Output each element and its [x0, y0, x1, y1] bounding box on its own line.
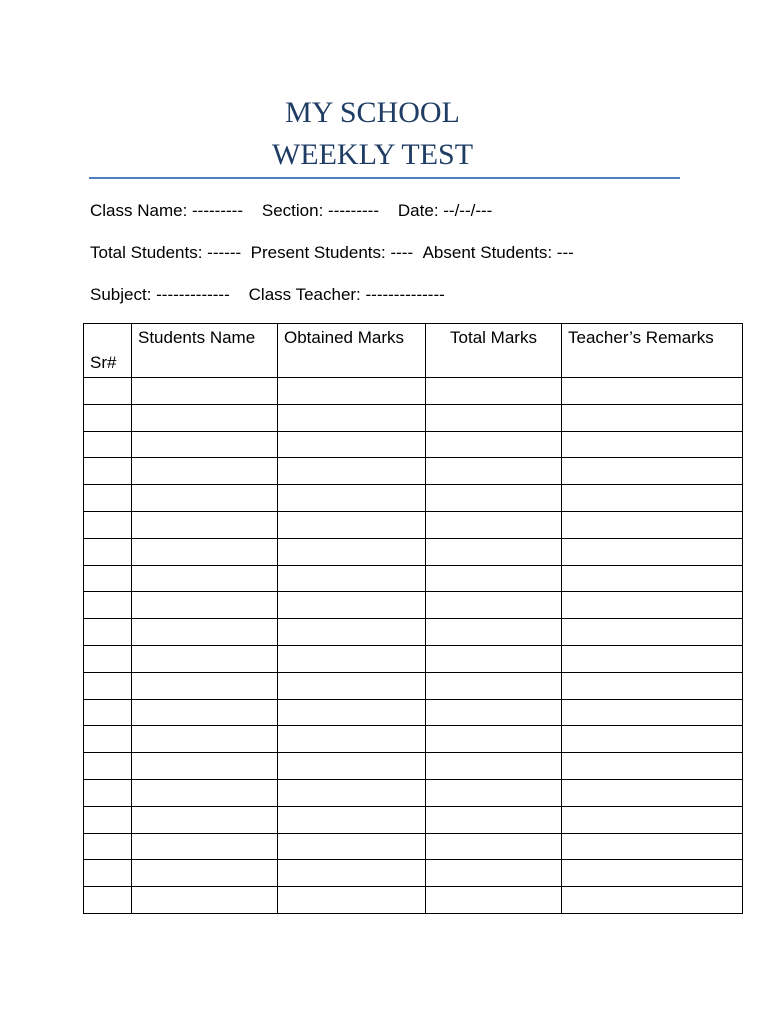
table-row	[84, 485, 743, 512]
table-row	[84, 511, 743, 538]
cell-total-marks[interactable]	[426, 565, 562, 592]
table-row	[84, 404, 743, 431]
cell-obtained-marks[interactable]	[278, 404, 426, 431]
cell-obtained-marks[interactable]	[278, 860, 426, 887]
cell-total-marks[interactable]	[426, 860, 562, 887]
absent-students-field: Absent Students: ---	[422, 243, 574, 262]
cell-obtained-marks[interactable]	[278, 806, 426, 833]
cell-obtained-marks[interactable]	[278, 485, 426, 512]
cell-teacher-remarks[interactable]	[562, 860, 743, 887]
column-header-teacher-remarks: Teacher’s Remarks	[562, 324, 743, 378]
cell-teacher-remarks[interactable]	[562, 753, 743, 780]
table-row	[84, 538, 743, 565]
cell-obtained-marks[interactable]	[278, 565, 426, 592]
cell-sr[interactable]	[84, 431, 132, 458]
cell-teacher-remarks[interactable]	[562, 645, 743, 672]
column-header-obtained-marks: Obtained Marks	[278, 324, 426, 378]
cell-obtained-marks[interactable]	[278, 592, 426, 619]
cell-sr[interactable]	[84, 833, 132, 860]
cell-total-marks[interactable]	[426, 645, 562, 672]
cell-sr[interactable]	[84, 565, 132, 592]
cell-teacher-remarks[interactable]	[562, 485, 743, 512]
cell-teacher-remarks[interactable]	[562, 538, 743, 565]
cell-total-marks[interactable]	[426, 485, 562, 512]
cell-obtained-marks[interactable]	[278, 538, 426, 565]
cell-student-name[interactable]	[132, 726, 278, 753]
cell-teacher-remarks[interactable]	[562, 458, 743, 485]
cell-teacher-remarks[interactable]	[562, 887, 743, 914]
table-row	[84, 458, 743, 485]
cell-student-name[interactable]	[132, 538, 278, 565]
cell-teacher-remarks[interactable]	[562, 619, 743, 646]
cell-total-marks[interactable]	[426, 511, 562, 538]
cell-total-marks[interactable]	[426, 431, 562, 458]
cell-obtained-marks[interactable]	[278, 672, 426, 699]
cell-teacher-remarks[interactable]	[562, 726, 743, 753]
cell-teacher-remarks[interactable]	[562, 404, 743, 431]
present-students-field: Present Students: ----	[250, 243, 414, 262]
subject-field: Subject: -------------	[90, 285, 230, 304]
school-name: MY SCHOOL	[285, 96, 460, 129]
cell-obtained-marks[interactable]	[278, 753, 426, 780]
cell-obtained-marks[interactable]	[278, 699, 426, 726]
cell-obtained-marks[interactable]	[278, 511, 426, 538]
cell-total-marks[interactable]	[426, 619, 562, 646]
cell-teacher-remarks[interactable]	[562, 378, 743, 405]
table-row	[84, 645, 743, 672]
cell-student-name[interactable]	[132, 699, 278, 726]
cell-total-marks[interactable]	[426, 726, 562, 753]
cell-sr[interactable]	[84, 779, 132, 806]
cell-student-name[interactable]	[132, 565, 278, 592]
total-students-field: Total Students: ------	[90, 243, 242, 262]
cell-sr[interactable]	[84, 887, 132, 914]
test-title: WEEKLY TEST	[271, 138, 474, 171]
cell-sr[interactable]	[84, 645, 132, 672]
column-header-sr: Sr#	[84, 324, 132, 378]
cell-teacher-remarks[interactable]	[562, 511, 743, 538]
cell-teacher-remarks[interactable]	[562, 806, 743, 833]
cell-obtained-marks[interactable]	[278, 726, 426, 753]
cell-student-name[interactable]	[132, 378, 278, 405]
cell-total-marks[interactable]	[426, 404, 562, 431]
cell-student-name[interactable]	[132, 431, 278, 458]
cell-student-name[interactable]	[132, 485, 278, 512]
cell-obtained-marks[interactable]	[278, 887, 426, 914]
marks-table	[83, 323, 743, 914]
cell-teacher-remarks[interactable]	[562, 833, 743, 860]
table-row	[84, 753, 743, 780]
table-header-row	[84, 324, 743, 378]
cell-obtained-marks[interactable]	[278, 833, 426, 860]
cell-total-marks[interactable]	[426, 592, 562, 619]
cell-student-name[interactable]	[132, 645, 278, 672]
cell-sr[interactable]	[84, 699, 132, 726]
cell-student-name[interactable]	[132, 779, 278, 806]
table-row	[84, 779, 743, 806]
cell-sr[interactable]	[84, 806, 132, 833]
cell-total-marks[interactable]	[426, 672, 562, 699]
date-field: Date: --/--/---	[397, 201, 493, 220]
table-row	[84, 833, 743, 860]
table-row	[84, 860, 743, 887]
info-line-attendance	[90, 243, 574, 263]
cell-student-name[interactable]	[132, 672, 278, 699]
cell-student-name[interactable]	[132, 806, 278, 833]
cell-total-marks[interactable]	[426, 753, 562, 780]
cell-student-name[interactable]	[132, 753, 278, 780]
table-row	[84, 726, 743, 753]
table-row	[84, 699, 743, 726]
column-header-total-marks: Total Marks	[426, 324, 562, 378]
cell-total-marks[interactable]	[426, 378, 562, 405]
cell-sr[interactable]	[84, 511, 132, 538]
cell-student-name[interactable]	[132, 592, 278, 619]
cell-sr[interactable]	[84, 378, 132, 405]
table-body	[84, 378, 743, 914]
table-row	[84, 378, 743, 405]
cell-student-name[interactable]	[132, 887, 278, 914]
class-teacher-field: Class Teacher: --------------	[248, 285, 445, 304]
cell-student-name[interactable]	[132, 833, 278, 860]
cell-student-name[interactable]	[132, 404, 278, 431]
cell-student-name[interactable]	[132, 458, 278, 485]
table-row	[84, 619, 743, 646]
cell-sr[interactable]	[84, 485, 132, 512]
cell-teacher-remarks[interactable]	[562, 699, 743, 726]
cell-total-marks[interactable]	[426, 887, 562, 914]
cell-sr[interactable]	[84, 592, 132, 619]
cell-sr[interactable]	[84, 538, 132, 565]
cell-total-marks[interactable]	[426, 458, 562, 485]
cell-teacher-remarks[interactable]	[562, 592, 743, 619]
cell-obtained-marks[interactable]	[278, 619, 426, 646]
cell-student-name[interactable]	[132, 511, 278, 538]
cell-total-marks[interactable]	[426, 833, 562, 860]
section-field: Section: ---------	[261, 201, 379, 220]
cell-teacher-remarks[interactable]	[562, 565, 743, 592]
cell-sr[interactable]	[84, 458, 132, 485]
cell-obtained-marks[interactable]	[278, 378, 426, 405]
cell-teacher-remarks[interactable]	[562, 431, 743, 458]
cell-teacher-remarks[interactable]	[562, 672, 743, 699]
cell-total-marks[interactable]	[426, 699, 562, 726]
cell-student-name[interactable]	[132, 860, 278, 887]
column-header-student-name: Students Name	[132, 324, 278, 378]
cell-total-marks[interactable]	[426, 779, 562, 806]
cell-obtained-marks[interactable]	[278, 645, 426, 672]
cell-sr[interactable]	[84, 404, 132, 431]
table-row	[84, 431, 743, 458]
info-line-subject	[90, 285, 445, 305]
table-row	[84, 806, 743, 833]
cell-sr[interactable]	[84, 619, 132, 646]
cell-sr[interactable]	[84, 860, 132, 887]
table-row	[84, 887, 743, 914]
table-row	[84, 565, 743, 592]
cell-student-name[interactable]	[132, 619, 278, 646]
cell-total-marks[interactable]	[426, 538, 562, 565]
cell-sr[interactable]	[84, 753, 132, 780]
table-row	[84, 592, 743, 619]
cell-obtained-marks[interactable]	[278, 431, 426, 458]
cell-obtained-marks[interactable]	[278, 779, 426, 806]
table-row	[84, 672, 743, 699]
cell-obtained-marks[interactable]	[278, 458, 426, 485]
class-name-field: Class Name: ---------	[90, 201, 243, 220]
cell-total-marks[interactable]	[426, 806, 562, 833]
page-title-block	[0, 92, 745, 176]
cell-sr[interactable]	[84, 726, 132, 753]
cell-sr[interactable]	[84, 672, 132, 699]
cell-teacher-remarks[interactable]	[562, 779, 743, 806]
title-divider	[89, 177, 680, 179]
info-line-class	[90, 201, 492, 221]
